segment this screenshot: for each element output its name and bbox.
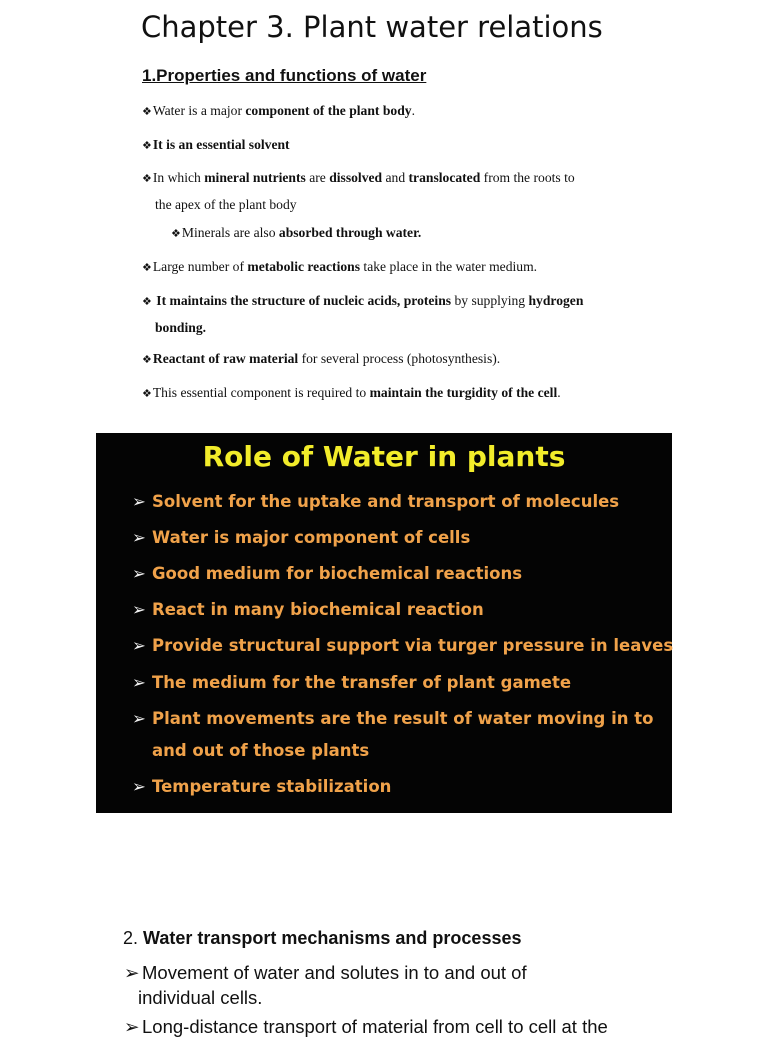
bullet-bold-text: mineral nutrients [204, 170, 306, 185]
slide-item-text: Good medium for biochemical reactions [152, 564, 523, 583]
bullet-text: for several process (photosynthesis). [298, 351, 501, 366]
slide-item-text: Solvent for the uptake and transport of molecules [152, 492, 620, 511]
slide-item-text: React in many biochemical reaction [152, 600, 484, 619]
section-2-list-item [124, 1014, 608, 1039]
page-title: Chapter 3. Plant water relations [141, 10, 603, 44]
bullet-item-3 [142, 165, 622, 217]
bullet-item-6 [142, 346, 622, 373]
slide-item-continuation: and out of those plants [152, 741, 370, 760]
arrow-bullet-icon: ➢ [132, 673, 146, 692]
slide-title: Role of Water in plants [202, 440, 566, 473]
bullet-continuation: bonding. [155, 320, 207, 335]
arrow-bullet-icon: ➢ [132, 777, 146, 796]
bullet-bold-text: metabolic reactions [247, 259, 361, 274]
bullet-bold-text: Reactant of raw material [152, 351, 299, 366]
diamond-bullet-icon: ❖ [142, 262, 152, 274]
slide-list-item [132, 486, 619, 518]
slide-list-item [132, 594, 484, 626]
bullet-text: take place in the water medium. [360, 259, 538, 274]
slide-item-text: Plant movements are the result of water moving in to [152, 709, 654, 728]
bullet-bold-text: It is an essential solvent [152, 137, 290, 152]
section-2-title: Water transport mechanisms and processes [143, 928, 522, 948]
slide-list-item [132, 703, 654, 767]
slide-item-text: The medium for the transfer of plant gamete [152, 673, 572, 692]
arrow-bullet-icon: ➢ [132, 709, 146, 728]
bullet-text: This essential component is required to [152, 385, 370, 400]
arrow-bullet-icon: ➢ [132, 564, 146, 583]
section-2-item-text: Long-distance transport of material from cell to cell at the [142, 1016, 608, 1037]
arrow-bullet-icon: ➢ [124, 1016, 140, 1037]
bullet-item-7 [142, 380, 622, 407]
bullet-continuation: the apex of the plant body [155, 197, 297, 212]
bullet-item-1 [142, 98, 622, 125]
section-2-heading [123, 928, 521, 949]
sub-bullet-item [171, 220, 622, 247]
slide-list-item [132, 522, 470, 554]
bullet-bold-text: absorbed through water. [278, 225, 422, 240]
bullet-bold-text: hydrogen [528, 293, 584, 308]
bullet-bold-text: component of the plant body [245, 103, 412, 118]
bullet-bold-text: dissolved [329, 170, 383, 185]
bullet-text: by supplying [451, 293, 529, 308]
role-of-water-slide [96, 433, 672, 813]
slide-list-item [132, 558, 522, 590]
arrow-bullet-icon: ➢ [132, 600, 146, 619]
arrow-bullet-icon: ➢ [132, 492, 146, 511]
bullet-bold-text: It maintains the structure of nucleic acids, proteins [156, 293, 452, 308]
diamond-bullet-icon: ❖ [142, 296, 152, 308]
slide-item-text: Temperature stabilization [152, 777, 392, 796]
arrow-bullet-icon: ➢ [132, 636, 146, 655]
bullet-item-5 [142, 288, 622, 340]
section-2-number: 2. [123, 928, 144, 948]
section-2-item-text: Movement of water and solutes in to and out of [142, 962, 527, 983]
bullet-text: Water is a major [152, 103, 246, 118]
bullet-text: are [305, 170, 330, 185]
section-1-heading: 1.Properties and functions of water [142, 66, 427, 85]
bullet-item-2 [142, 132, 622, 159]
bullet-text: and [382, 170, 409, 185]
bullet-text: from the roots to [480, 170, 575, 185]
diamond-bullet-icon: ❖ [142, 354, 152, 366]
bullet-text: In which [152, 170, 205, 185]
diamond-bullet-icon: ❖ [142, 106, 152, 118]
arrow-bullet-icon: ➢ [124, 962, 140, 983]
diamond-bullet-icon: ❖ [142, 173, 152, 185]
section-2-list-item [124, 960, 527, 1010]
diamond-bullet-icon: ❖ [142, 140, 152, 152]
slide-item-text: Provide structural support via turger pressure in leaves [152, 636, 674, 655]
bullet-text: Large number of [152, 259, 248, 274]
arrow-bullet-icon: ➢ [132, 528, 146, 547]
bullet-bold-text: translocated [408, 170, 481, 185]
slide-list-item [132, 667, 571, 699]
section-2-item-continuation: individual cells. [138, 987, 263, 1008]
diamond-bullet-icon: ❖ [142, 388, 152, 400]
bullet-text: . [411, 103, 415, 118]
slide-list-item [132, 630, 673, 662]
bullet-text: . [557, 385, 561, 400]
bullet-text: Minerals are also [181, 225, 279, 240]
slide-item-text: Water is major component of cells [152, 528, 471, 547]
slide-list-item [132, 771, 391, 803]
diamond-bullet-icon: ❖ [171, 228, 181, 240]
bullet-bold-text: maintain the turgidity of the cell [369, 385, 558, 400]
bullet-item-4 [142, 254, 622, 281]
